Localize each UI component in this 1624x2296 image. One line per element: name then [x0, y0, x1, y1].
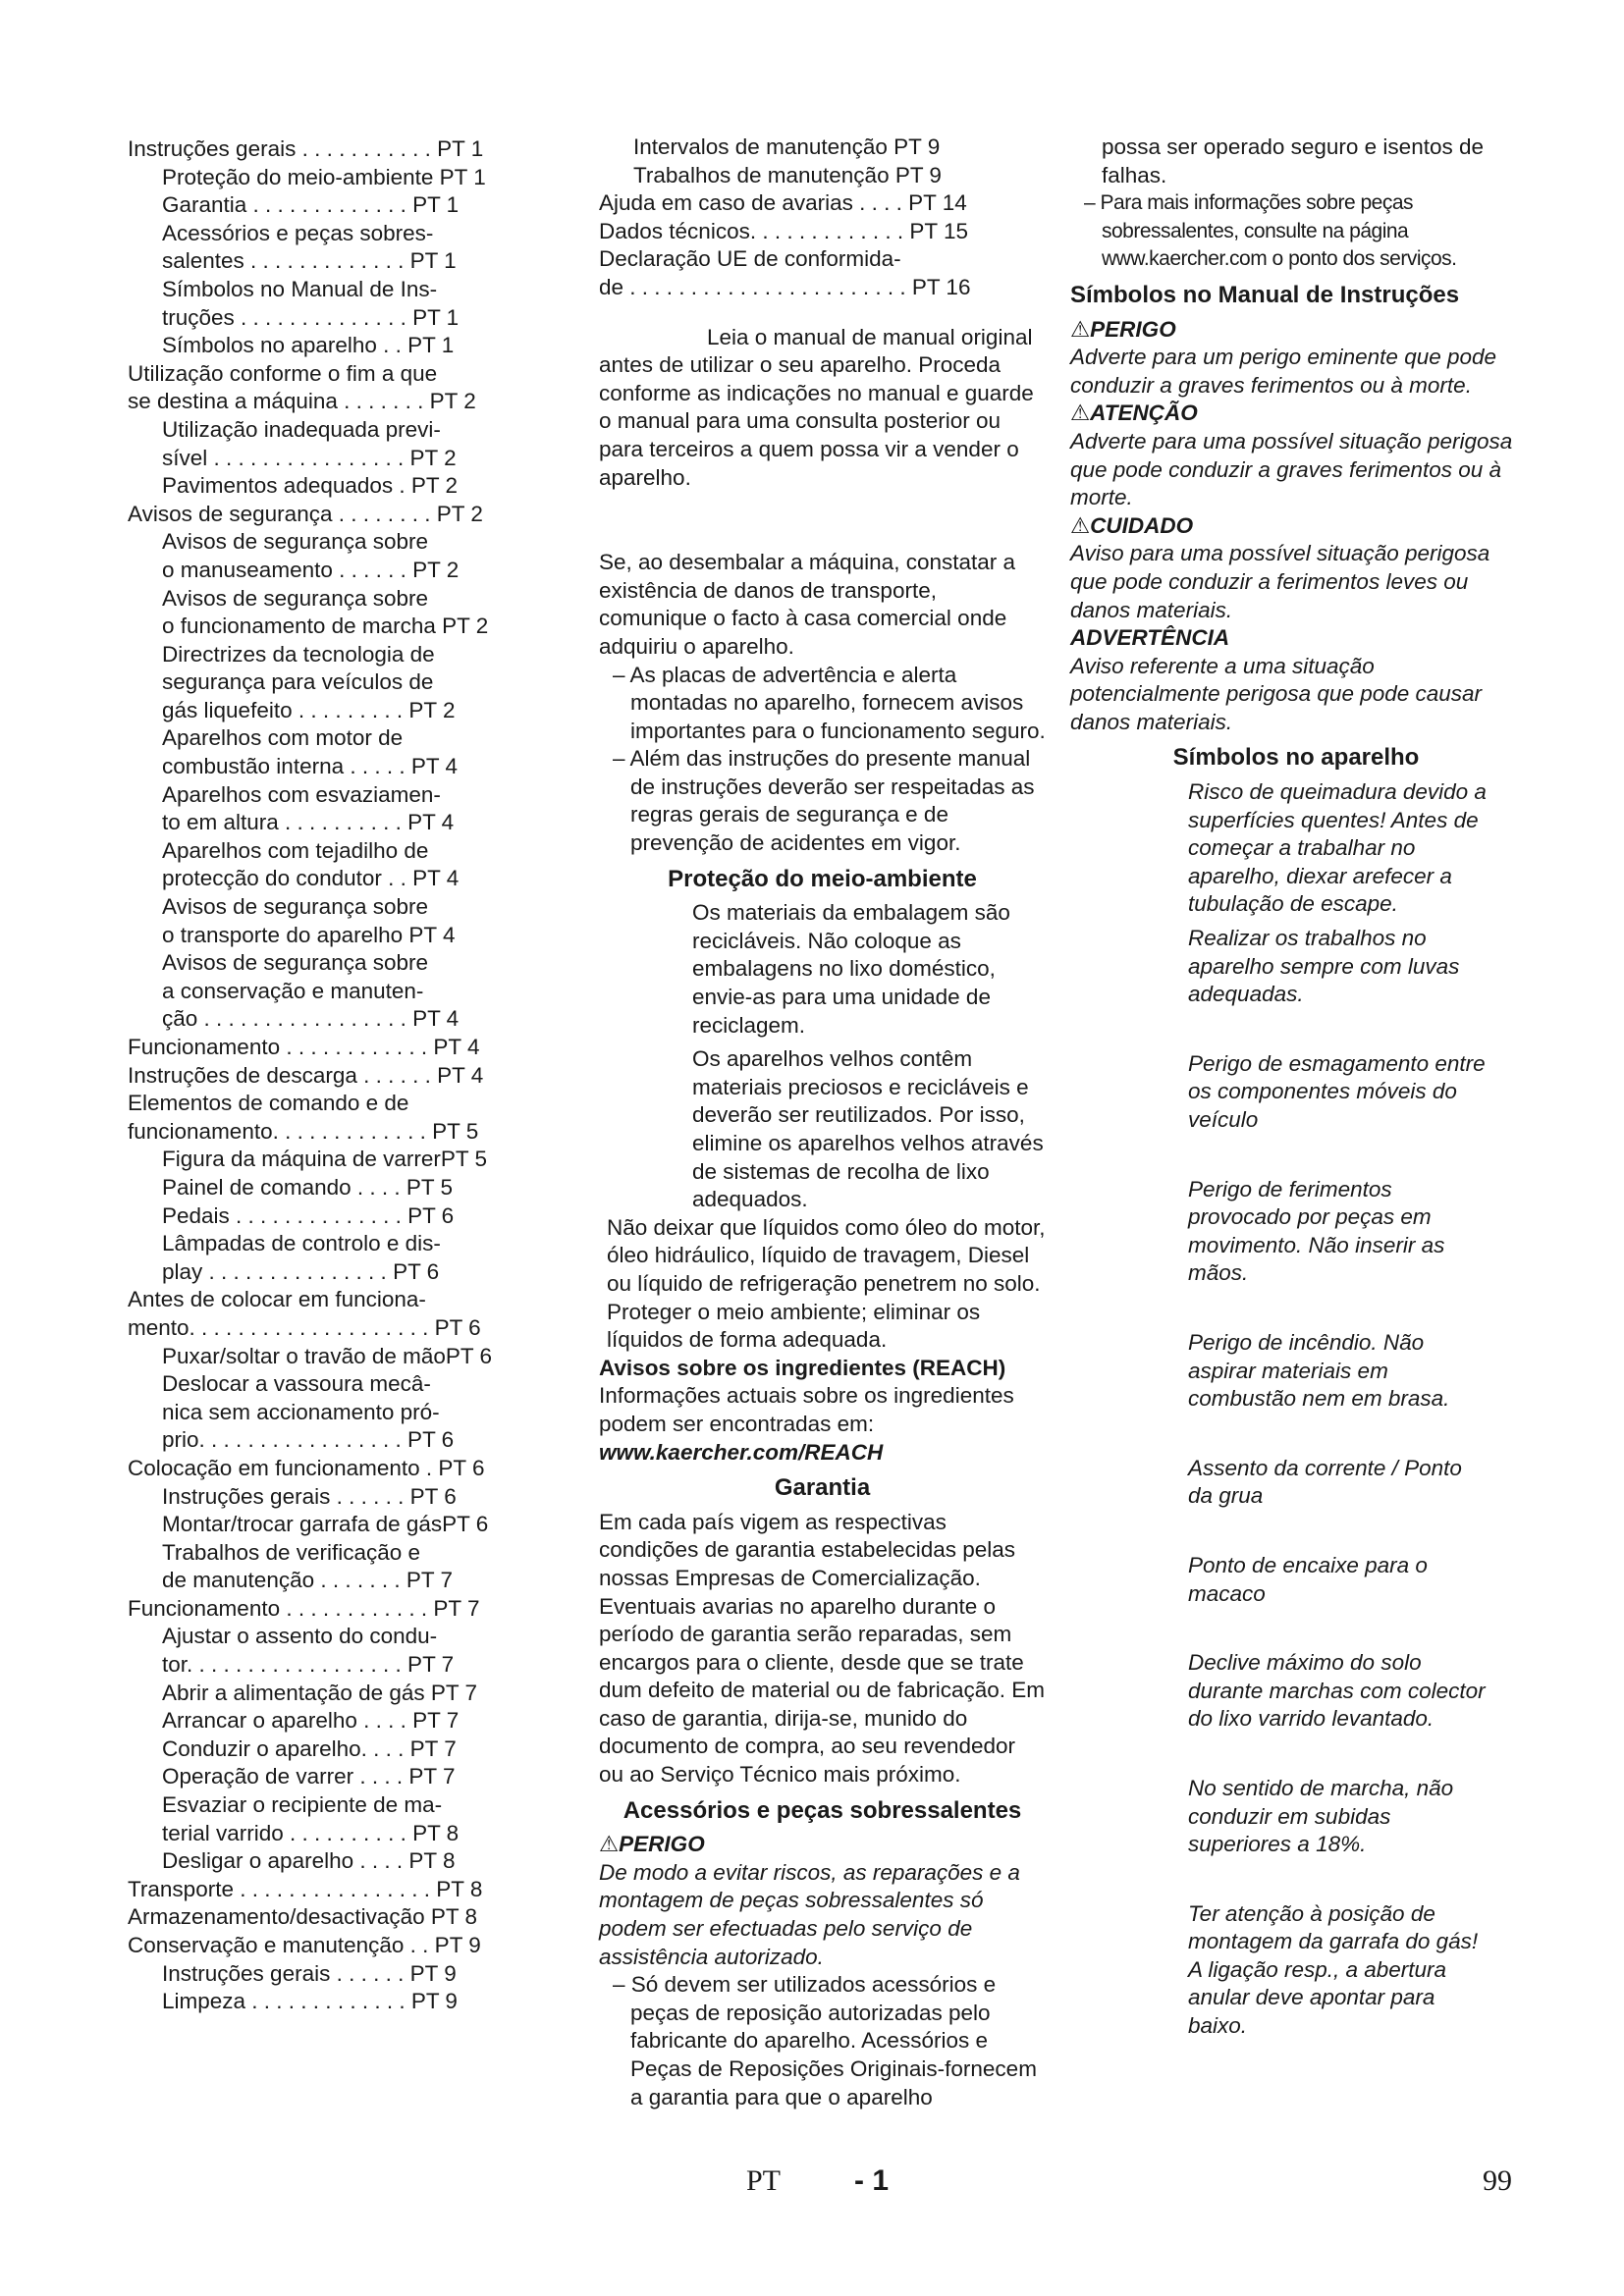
toc-entry[interactable]: protecção do condutor . . PT 4 — [162, 866, 460, 891]
toc-entry[interactable]: Instruções gerais . . . . . . . . . . . PT 1 — [128, 136, 484, 161]
toc-entry[interactable]: Desligar o aparelho . . . . PT 8 — [162, 1848, 456, 1874]
accessories-bullet: – Só devem ser utilizados acessórios e peças de reposição autorizadas pelo fabricante do aparelho. Acessórios e Peças de Reposições Originais-fornecem a garantia para que o aparelho — [613, 1972, 1037, 2109]
toc-entry[interactable]: Avisos de segurança sobre — [162, 585, 428, 611]
toc-entry[interactable]: Instruções de descarga . . . . . . PT 4 — [128, 1062, 484, 1088]
toc-entry[interactable]: Lâmpadas de controlo e dis- — [162, 1231, 441, 1256]
toc-entry[interactable]: Avisos de segurança . . . . . . . . PT 2 — [128, 501, 483, 526]
footer-page-ref: - 1 — [854, 2164, 890, 2197]
reach-text: Informações actuais sobre os ingredientes podem ser encontradas em: — [599, 1383, 1014, 1436]
toc-entry[interactable]: Colocação em funcionamento . PT 6 — [128, 1455, 485, 1480]
device-symbol-item — [1070, 1050, 1522, 1135]
device-symbol-item — [1070, 1900, 1522, 2041]
device-symbol-item — [1070, 1455, 1522, 1511]
toc-entry[interactable]: Arrancar o aparelho . . . . PT 7 — [162, 1708, 460, 1734]
toc-entry[interactable]: salentes . . . . . . . . . . . . . PT 1 — [162, 248, 457, 274]
device-symbol-item — [1070, 1649, 1522, 1734]
symbol-description: Realizar os trabalhos no aparelho sempre com luvas adequadas. — [1188, 926, 1460, 1007]
toc-entry[interactable]: Avisos de segurança sobre — [162, 950, 428, 976]
toc-entry[interactable]: play . . . . . . . . . . . . . . . PT 6 — [162, 1258, 440, 1284]
symbol-description: Perigo de esmagamento entre os componentes móveis do veículo — [1188, 1050, 1486, 1132]
warning-list — [1070, 316, 1522, 737]
toc-entry[interactable]: Figura da máquina de varrerPT 5 — [162, 1147, 488, 1172]
toc-entry[interactable]: Utilização conforme o fim a que — [128, 360, 438, 386]
toc-entry[interactable]: de manutenção . . . . . . . PT 7 — [162, 1568, 453, 1593]
toc-entry[interactable]: o funcionamento de marcha PT 2 — [162, 614, 489, 639]
right-column — [1070, 133, 1522, 2041]
device-symbol-item — [1070, 1552, 1522, 1608]
toc-entry[interactable]: Intervalos de manutenção PT 9 — [633, 134, 941, 159]
toc-entry[interactable]: Abrir a alimentação de gás PT 7 — [162, 1680, 478, 1705]
toc-entry[interactable]: Aparelhos com motor de — [162, 725, 404, 751]
warning-triangle-icon: ⚠ — [599, 1832, 620, 1857]
toc-entry[interactable]: gás liquefeito . . . . . . . . . PT 2 — [162, 697, 456, 722]
toc-entry[interactable]: Instruções gerais . . . . . . PT 9 — [162, 1960, 457, 1986]
env-packaging-text: Os materiais da embalagem são recicláveis. Não coloque as embalagens no lixo doméstico, envie-as para uma unidade de reciclagem. — [692, 900, 1010, 1038]
toc-entry[interactable]: Avisos de segurança sobre — [162, 894, 428, 920]
toc-entry[interactable]: Símbolos no Manual de Ins- — [162, 276, 438, 301]
toc-entry[interactable]: Declaração UE de conformida- — [599, 246, 901, 272]
symbol-description: Perigo de incêndio. Não aspirar materiais em combustão nem em brasa. — [1188, 1329, 1450, 1412]
bullet-item: – As placas de advertência e alerta montadas no aparelho, fornecem avisos importantes para o funcionamento seguro. — [613, 662, 1046, 743]
toc-entry[interactable]: Trabalhos de manutenção PT 9 — [633, 162, 942, 187]
symbol-description: Declive máximo do solo durante marchas com colector do lixo varrido levantado. — [1188, 1650, 1486, 1732]
toc-entry[interactable]: sível . . . . . . . . . . . . . . . . PT 2 — [162, 445, 457, 470]
toc-entry[interactable]: Limpeza . . . . . . . . . . . . . PT 9 — [162, 1989, 458, 2014]
toc-entry[interactable]: Pavimentos adequados . PT 2 — [162, 473, 459, 499]
toc-entry[interactable]: Funcionamento . . . . . . . . . . . . PT 7 — [128, 1595, 480, 1621]
toc-entry[interactable]: prio. . . . . . . . . . . . . . . . . PT 6 — [162, 1427, 455, 1453]
device-symbol-item — [1070, 925, 1522, 1009]
device-symbol-item — [1070, 778, 1522, 919]
toc-entry[interactable]: Funcionamento . . . . . . . . . . . . PT 4 — [128, 1035, 480, 1059]
toc-entry[interactable]: terial varrido . . . . . . . . . . PT 8 — [162, 1820, 460, 1845]
unpacking-text: Se, ao desembalar a máquina, constatar a existência de danos de transporte, comunique o facto à casa comercial onde adquiriu o aparelho. — [599, 550, 1016, 659]
symbol-description: Perigo de ferimentos provocado por peças em movimento. Não inserir as mãos. — [1188, 1176, 1445, 1286]
toc-entry[interactable]: Conduzir o aparelho. . . . PT 7 — [162, 1735, 457, 1761]
warning-triangle-icon: ⚠ — [1070, 316, 1091, 342]
device-symbols-heading: Símbolos no aparelho — [1172, 744, 1420, 772]
toc-continuation — [599, 133, 1046, 302]
toc-entry[interactable]: Ajuda em caso de avarias . . . . PT 14 — [599, 190, 967, 216]
toc-entry[interactable]: Elementos de comando e de — [128, 1091, 409, 1116]
toc-entry[interactable]: Aparelhos com tejadilho de — [162, 837, 429, 863]
toc-entry[interactable]: mento. . . . . . . . . . . . . . . . . . . . PT 6 — [128, 1314, 481, 1340]
env-heading: Proteção do meio-ambiente — [668, 865, 977, 892]
symbol-description: No sentido de marcha, não conduzir em subidas superiores a 18%. — [1188, 1775, 1454, 1857]
toc-entry[interactable]: Esvaziar o recipiente de ma- — [162, 1792, 443, 1818]
toc-entry[interactable]: truções . . . . . . . . . . . . . . PT 1 — [162, 304, 460, 330]
toc-entry[interactable]: Transporte . . . . . . . . . . . . . . . . PT 8 — [128, 1876, 483, 1901]
spare-parts-bullet: – Para mais informações sobre peças sobressalentes, consulte na página www.kaercher.com o ponto dos serviços. — [1084, 191, 1457, 271]
toc-entry[interactable]: Símbolos no aparelho . . PT 1 — [162, 333, 455, 358]
bullet-item: – Além das instruções do presente manual de instruções deverão ser respeitadas as regras gerais de segurança e de prevenção de acidentes em vigor. — [613, 746, 1035, 856]
footer-language-code: PT — [746, 2164, 782, 2197]
toc-entry[interactable]: Dados técnicos. . . . . . . . . . . . . PT 15 — [599, 218, 968, 243]
toc-entry[interactable]: de . . . . . . . . . . . . . . . . . . . . . . . PT 16 — [599, 274, 971, 299]
symbols-manual-heading: Símbolos no Manual de Instruções — [1070, 281, 1460, 308]
toc-entry[interactable]: Painel de comando . . . . PT 5 — [162, 1174, 454, 1200]
toc-entry[interactable]: o transporte do aparelho PT 4 — [162, 922, 456, 947]
toc-entry[interactable]: Pedais . . . . . . . . . . . . . . PT 6 — [162, 1202, 455, 1228]
read-manual-text: Leia o manual de manual original antes de utilizar o seu aparelho. Proceda conforme as indicações no manual e guarde o manual para uma consulta posterior ou para terceiros a quem possa vir a vender o aparelho. — [599, 324, 1034, 490]
toc-entry[interactable]: Trabalhos de verificação e — [162, 1539, 421, 1565]
warning-text: Adverte para um perigo eminente que pode conduzir a graves ferimentos ou à morte. — [1070, 345, 1497, 398]
toc-entry[interactable]: a conservação e manuten- — [162, 978, 424, 1003]
toc-entry[interactable]: tor. . . . . . . . . . . . . . . . . . PT 7 — [162, 1652, 455, 1678]
device-symbol-item — [1070, 1176, 1522, 1288]
continuation-text: possa ser operado seguro e isentos de falhas. — [1102, 134, 1485, 187]
toc-entry[interactable]: Montar/trocar garrafa de gásPT 6 — [162, 1512, 489, 1537]
accessories-warning-label: ⚠PERIGO — [599, 1832, 705, 1857]
toc-entry[interactable]: o manuseamento . . . . . . PT 2 — [162, 557, 460, 582]
warning-label: ADVERTÊNCIA — [1070, 625, 1230, 651]
warning-triangle-icon: ⚠ — [1070, 400, 1091, 426]
device-symbol-list — [1070, 778, 1522, 2041]
toc-entry[interactable]: segurança para veículos de — [162, 669, 434, 695]
toc-entry[interactable]: Utilização inadequada previ- — [162, 416, 441, 442]
env-liquids-text: Não deixar que líquidos como óleo do motor, óleo hidráulico, líquido de travagem, Diesel ou líquido de refrigeração penetrem no solo. Proteger o meio ambiente; eliminar os líquidos de forma adequada. — [607, 1214, 1046, 1353]
toc-entry[interactable]: Antes de colocar em funciona- — [128, 1287, 426, 1312]
toc-entry[interactable]: Armazenamento/desactivação PT 8 — [128, 1904, 478, 1930]
toc-entry[interactable]: Aparelhos com esvaziamen- — [162, 781, 441, 807]
env-old-devices-text: Os aparelhos velhos contêm materiais preciosos e recicláveis e deverão ser reutilizados. Por isso, elimine os aparelhos velhos através de sistemas de recolha de lixo adequados. — [692, 1046, 1044, 1212]
warning-label: ⚠ATENÇÃO — [1070, 400, 1198, 426]
warning-label: ⚠CUIDADO — [1070, 512, 1194, 538]
device-symbol-item — [1070, 1775, 1522, 1859]
toc-entry[interactable]: Garantia . . . . . . . . . . . . . PT 1 — [162, 192, 460, 218]
toc-entry[interactable]: Directrizes da tecnologia de — [162, 641, 435, 667]
reach-heading: Avisos sobre os ingredientes (REACH) — [599, 1355, 1006, 1380]
toc-column — [128, 135, 515, 2016]
toc-entry[interactable]: se destina a máquina . . . . . . . PT 2 — [128, 389, 476, 414]
toc-entry[interactable]: to em altura . . . . . . . . . . PT 4 — [162, 810, 455, 835]
toc-entry[interactable]: Ajustar o assento do condu- — [162, 1624, 438, 1649]
warning-text: Aviso para uma possível situação perigosa que pode conduzir a ferimentos leves ou danos materiais. — [1070, 541, 1490, 622]
warning-triangle-icon: ⚠ — [1070, 512, 1091, 538]
warning-text: Aviso referente a uma situação potencialmente perigosa que pode causar danos materiais. — [1070, 653, 1483, 734]
toc-entry[interactable]: nica sem accionamento pró- — [162, 1399, 440, 1424]
toc-entry[interactable]: ção . . . . . . . . . . . . . . . . . PT 4 — [162, 1006, 460, 1032]
toc-entry[interactable]: funcionamento. . . . . . . . . . . . . PT 5 — [128, 1118, 479, 1144]
toc-entry[interactable]: combustão interna . . . . . PT 4 — [162, 754, 458, 779]
footer-page-number: 99 — [1483, 2164, 1512, 2197]
accessories-warning-text: De modo a evitar riscos, as reparações e a montagem de peças sobressalentes só podem ser efectuadas pelo serviço de assistência autorizado. — [599, 1859, 1020, 1969]
device-symbol-item — [1070, 1329, 1522, 1414]
toc-entry[interactable]: Operação de varrer . . . . PT 7 — [162, 1764, 456, 1789]
warranty-heading: Garantia — [774, 1474, 871, 1502]
toc-entry[interactable]: Proteção do meio-ambiente PT 1 — [162, 164, 486, 189]
toc-entry[interactable]: Conservação e manutenção . . PT 9 — [128, 1933, 481, 1957]
warning-label: ⚠PERIGO — [1070, 316, 1176, 342]
toc-entry[interactable]: Acessórios e peças sobres- — [162, 220, 434, 245]
warning-text: Adverte para uma possível situação perigosa que pode conduzir a graves ferimentos ou à morte. — [1070, 428, 1513, 510]
toc-entry[interactable]: Avisos de segurança sobre — [162, 529, 428, 555]
middle-column — [599, 133, 1046, 2111]
toc-entry[interactable]: Instruções gerais . . . . . . PT 6 — [162, 1483, 457, 1509]
toc-entry[interactable]: Puxar/soltar o travão de mãoPT 6 — [162, 1343, 493, 1368]
toc-entry[interactable]: Deslocar a vassoura mecâ- — [162, 1371, 431, 1397]
symbol-description: Risco de queimadura devido a superfícies quentes! Antes de começar a trabalhar no aparelho, diexar arefecer a tubulação de escape. — [1188, 779, 1487, 917]
symbol-description: Assento da corrente / Ponto da grua — [1188, 1455, 1462, 1509]
reach-url: www.kaercher.com/REACH — [599, 1439, 884, 1465]
symbol-description: Ponto de encaixe para o macaco — [1188, 1552, 1428, 1606]
symbol-description: Ter atenção à posição de montagem da garrafa do gás! A ligação resp., a abertura anular deve apontar para baixo. — [1188, 1900, 1479, 2039]
safety-bullets — [599, 662, 1046, 858]
accessories-heading: Acessórios e peças sobressalentes — [623, 1796, 1022, 1824]
warranty-text: Em cada país vigem as respectivas condições de garantia estabelecidas pelas nossas Empresas de Comercialização. Eventuais avarias no aparelho durante o período de garantia serão reparadas, sem encargos para o cliente, desde que se trate dum defeito de material ou de fabricação. Em caso de garantia, dirija-se, munido do documento de compra, ao seu revendedor ou ao Serviço Técnico mais próximo. — [599, 1509, 1045, 1788]
